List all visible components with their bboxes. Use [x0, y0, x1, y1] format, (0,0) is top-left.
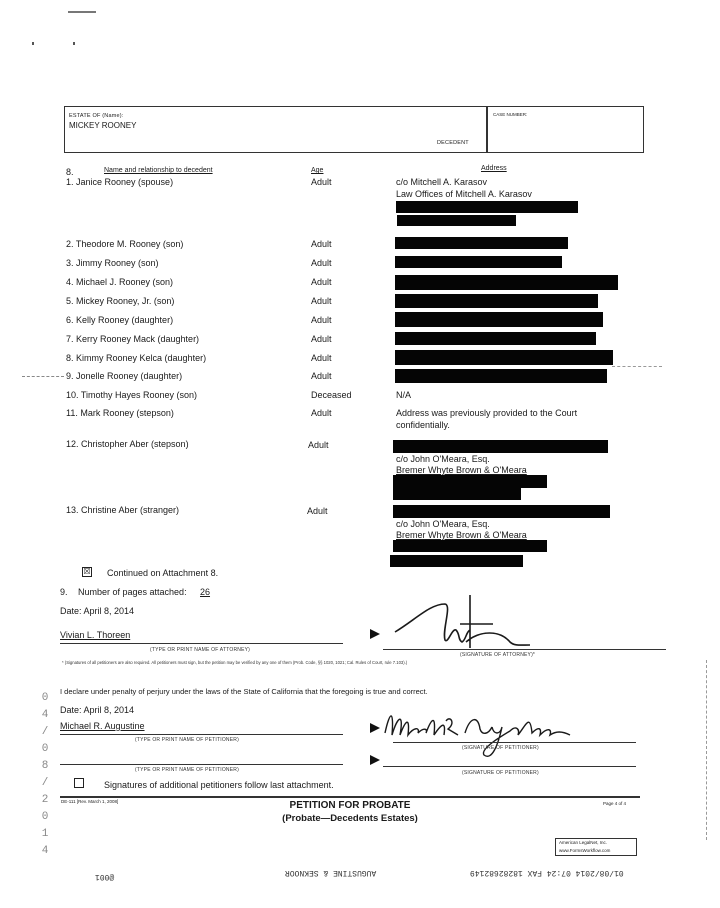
redaction-bar: [397, 215, 516, 226]
heir-name: 1. Janice Rooney (spouse): [66, 177, 174, 187]
heir-age: Adult: [311, 177, 332, 187]
pages-attached-label: Number of pages attached:: [78, 587, 187, 597]
redaction-bar: [395, 275, 618, 290]
heir-age: Adult: [311, 334, 332, 344]
footnote: * (Signatures of all petitioners are also required. All petitioners must sign, but the petition may be verified by any one of them (Prob. Code, §§ 1020, 1021; Cal. Rules of Court, rule 7.103).): [62, 660, 408, 665]
scan-mark: [73, 42, 75, 45]
pages-attached-value: 26: [200, 587, 211, 597]
petitioner-name-line: [60, 734, 343, 735]
heir-age: Adult: [311, 315, 332, 325]
stamp-char: 4: [41, 709, 49, 721]
case-number-label: CASE NUMBER:: [493, 112, 528, 117]
heir-address: N/A: [396, 390, 412, 400]
heir-name: 2. Theodore M. Rooney (son): [66, 239, 184, 249]
heir-name: 3. Jimmy Rooney (son): [66, 258, 159, 268]
redaction-bar: [393, 475, 547, 488]
scan-mark: [32, 42, 34, 45]
vertical-date-stamp: [38, 690, 52, 860]
scan-dashes: [612, 366, 662, 367]
section-8-number: 8.: [66, 167, 74, 177]
heir-address-line: Bremer Whyte Brown & O'Meara: [396, 465, 527, 475]
sign-here-arrow-icon: [370, 723, 380, 733]
redaction-bar: [395, 294, 598, 308]
heir-age: Adult: [308, 440, 329, 450]
petitioner-name-caption: (TYPE OR PRINT NAME OF PETITIONER): [135, 737, 239, 743]
redaction-bar: [395, 237, 568, 249]
petitioner-date: Date: April 8, 2014: [60, 705, 135, 715]
heir-age: Adult: [311, 239, 332, 249]
heir-address-line: c/o Mitchell A. Karasov: [396, 177, 488, 187]
stamp-char: 4: [41, 845, 49, 857]
additional-petitioners-checkbox[interactable]: [74, 778, 84, 788]
stamp-char: 0: [41, 811, 49, 823]
redaction-bar: [395, 350, 613, 365]
heir-age: Adult: [311, 371, 332, 381]
petitioner-signature-line: [393, 742, 636, 743]
col-header-address: Address: [481, 165, 507, 172]
fax-header-timestamp: 01/08/2014 07:24 FAX 18282682149: [470, 868, 624, 877]
caption-divider: [486, 107, 488, 152]
heir-name: 12. Christopher Aber (stepson): [66, 439, 189, 449]
declaration-text: I declare under penalty of perjury under the laws of the State of California that the foregoing is true and correct.: [60, 687, 428, 696]
scan-dashes: [22, 376, 64, 377]
petitioner-name: Michael R. Augustine: [60, 721, 145, 731]
section-9-number: 9.: [60, 587, 68, 597]
decedent-label: DECEDENT: [437, 140, 469, 146]
attorney-name-caption: (TYPE OR PRINT NAME OF ATTORNEY): [150, 647, 251, 653]
fax-header-sender: AUGUSTINE & SEKNOOR: [285, 868, 377, 877]
stamp-char: 1: [41, 828, 49, 840]
col-header-age: Age: [311, 167, 324, 174]
heir-age: Adult: [311, 258, 332, 268]
heir-age: Adult: [307, 506, 328, 516]
heir-address-line: c/o John O'Meara, Esq.: [396, 519, 490, 529]
additional-petitioners-label: Signatures of additional petitioners follow last attachment.: [104, 780, 334, 790]
redaction-bar: [395, 369, 607, 383]
petitioner-signature: [380, 705, 620, 767]
publisher-logo: [555, 838, 637, 856]
heir-name: 8. Kimmy Rooney Kelca (daughter): [66, 353, 207, 363]
heir-age: Adult: [311, 296, 332, 306]
redaction-bar: [395, 332, 596, 345]
heir-age: Adult: [311, 277, 332, 287]
stamp-char: /: [41, 726, 49, 738]
redaction-bar: [390, 555, 523, 567]
stamp-char: 0: [41, 692, 49, 704]
stamp-char: /: [41, 777, 49, 789]
caption-box: [64, 106, 644, 153]
sign-here-arrow-icon: [370, 629, 380, 639]
heir-name: 6. Kelly Rooney (daughter): [66, 315, 174, 325]
heir-name: 7. Kerry Rooney Mack (daughter): [66, 334, 200, 344]
heir-address-line: Address was previously provided to the Court: [396, 408, 578, 418]
continued-checkbox[interactable]: ☒: [83, 567, 91, 576]
form-title: PETITION FOR PROBATE: [289, 800, 411, 811]
heir-address-line: Law Offices of Mitchell A. Karasov: [396, 189, 532, 199]
heir-name: 4. Michael J. Rooney (son): [66, 277, 174, 287]
redaction-bar: [395, 312, 603, 327]
heir-name: 9. Jonelle Rooney (daughter): [66, 371, 183, 381]
estate-label: ESTATE OF (Name):: [69, 113, 124, 119]
redaction-bar: [396, 201, 578, 213]
stamp-char: 8: [41, 760, 49, 772]
heir-name: 10. Timothy Hayes Rooney (son): [66, 390, 198, 400]
redaction-bar: [395, 256, 562, 268]
attorney-signature-line: [383, 649, 666, 650]
redaction-bar: [393, 488, 521, 500]
heir-name: 13. Christine Aber (stranger): [66, 505, 180, 515]
heir-name: 11. Mark Rooney (stepson): [66, 408, 174, 418]
heir-age: Adult: [311, 408, 332, 418]
publisher-name: American LegalNet, Inc.: [559, 840, 608, 845]
form-subtitle: (Probate—Decedents Estates): [282, 813, 418, 824]
attorney-name: Vivian L. Thoreen: [60, 630, 131, 640]
heir-address-line: c/o John O'Meara, Esq.: [396, 454, 490, 464]
page-number: Page 4 of 4: [603, 801, 627, 806]
petitioner-name-line-2: [60, 764, 343, 765]
col-header-name: Name and relationship to decedent: [104, 167, 213, 174]
petitioner-signature-caption-2: (SIGNATURE OF PETITIONER): [462, 770, 539, 776]
petitioner-signature-line-2: [383, 766, 636, 767]
scan-margin-line: [706, 660, 707, 840]
heir-address-line: confidentially.: [396, 420, 450, 430]
form-id: DE-111 [Rev. March 1, 2008]: [61, 799, 119, 804]
redaction-bar: [393, 505, 610, 518]
redaction-bar: [393, 540, 547, 552]
fax-header-page: @001: [95, 872, 115, 881]
heir-name: 5. Mickey Rooney, Jr. (son): [66, 296, 175, 306]
attorney-signature: [390, 590, 550, 650]
attorney-name-line: [60, 643, 343, 644]
heir-age: Adult: [311, 353, 332, 363]
footer-rule: [60, 796, 640, 798]
petitioner-name-caption-2: (TYPE OR PRINT NAME OF PETITIONER): [135, 767, 239, 773]
publisher-url: www.FormsWorkflow.com: [559, 848, 611, 853]
continued-label: Continued on Attachment 8.: [107, 568, 219, 578]
redaction-bar: [393, 440, 608, 453]
estate-name: MICKEY ROONEY: [69, 121, 137, 130]
sign-here-arrow-icon: [370, 755, 380, 765]
petitioner-signature-caption: (SIGNATURE OF PETITIONER): [462, 745, 539, 751]
heir-age: Deceased: [311, 390, 352, 400]
scan-mark: [68, 11, 96, 13]
heir-address-line: Bremer Whyte Brown & O'Meara: [396, 530, 527, 540]
stamp-char: 2: [41, 794, 49, 806]
stamp-char: 0: [41, 743, 49, 755]
attorney-signature-caption: (SIGNATURE OF ATTORNEY)*: [460, 652, 536, 658]
attorney-date: Date: April 8, 2014: [60, 606, 135, 616]
